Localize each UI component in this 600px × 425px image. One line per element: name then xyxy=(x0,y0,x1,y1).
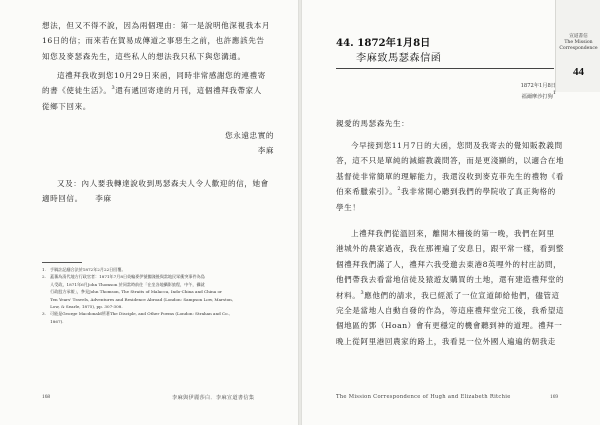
text-segment: 的書《使徒生活》。 xyxy=(42,86,112,96)
text-line: 基督徒非常簡單的理解能力，我還沒收到麥克菲先生的禮物《看 xyxy=(336,171,565,181)
page-number: 168 xyxy=(42,394,51,400)
text-segment: 還有遞回寄達的月刊，這個禮拜我帶家人 xyxy=(115,86,262,96)
footnote-line: Low, & Searle, 1875), pp. 307-308. xyxy=(42,303,123,309)
footnote-marker: 1 xyxy=(552,89,556,96)
chapter-tab xyxy=(555,0,600,92)
text-line: 學生！ xyxy=(336,202,361,212)
footnote-line: 行政股方承報」，參見John Thomson, The Straits of Malacca, Indo-China and China or xyxy=(42,289,222,295)
place-text: 福爾摩沙打狗 xyxy=(521,93,553,100)
text-line xyxy=(336,184,564,199)
text-segment: 我非常開心聽到我們的學院收了真正夠格的 xyxy=(401,187,556,197)
left-page xyxy=(0,0,298,425)
text-line: 今早接到您11月7日的大函，您問及我寄去的覺知販教義問 xyxy=(351,141,563,150)
footnote-marker: 3 xyxy=(111,85,116,92)
text-line: 晚上從阿里港回農家的路上，我看見一位外國人遍遍的朝我走 xyxy=(336,336,556,346)
footnote-line: Ten Years' Travels, Adventures and Residence Abroad (London: Sampson Low, Marston, xyxy=(42,296,234,302)
paragraph-catechism xyxy=(336,138,564,215)
footnotes xyxy=(42,266,274,325)
footnote-line: 3. 可能是George Macdonald所著The Disciple, and Other Poems (London: Strahan and Co., xyxy=(42,311,231,317)
letter-place xyxy=(521,89,556,103)
chapter-tab-title: 宣道書信 The Mission Correspondence xyxy=(559,34,598,51)
footnote-line: 人受政，1871年6月John Thomson 於同當時前往「在坐各地攝影旅程，中午，攝就 xyxy=(42,281,205,287)
letter-date: 1872年1月8日 xyxy=(520,83,556,89)
text-line: 想法，但又不得不說，因為兩個理由：第一是說明他深視我本月 xyxy=(42,21,271,30)
postscript-signature: 李麻 xyxy=(95,194,112,204)
dateline xyxy=(521,81,556,102)
letter-title: 李麻致馬瑟森信函 xyxy=(356,53,442,64)
text-line: 港城外的農家過夜，我在那裡遍了安息日，跟平常一樣，看到整 xyxy=(336,244,565,254)
chapter-tab-number: 44 xyxy=(573,66,584,78)
text-line: 知您及麥瑟森先生，這些私人的想法我只私下與您溝通。 xyxy=(42,51,246,61)
footnote-rule xyxy=(42,262,82,263)
text-line: 從鄉下回來。 xyxy=(42,101,91,111)
text-line: 答，這不只是單純的減縮教義問答，而是更淺顯的，以適合在地 xyxy=(336,156,565,166)
text-line xyxy=(336,288,564,303)
postscript xyxy=(42,176,274,207)
letter-number: 44. 1872年1月8日 xyxy=(336,37,431,49)
closing xyxy=(225,128,274,159)
paragraph-books xyxy=(42,68,274,114)
text-line: 個禮拜我們滿了人，禮拜六我受邀去東港8英哩外的村庄訪問， xyxy=(336,259,562,269)
footnote-marker: 3 xyxy=(360,289,365,296)
heading-rule xyxy=(336,68,554,69)
footnote-line: 2. 蓋蕃為清代地方行政官者：1871年7月8日英輪麥伊號擱淺後與當地民眾衝突事件為島 xyxy=(42,274,205,280)
footnote-line: 1867). xyxy=(42,318,64,324)
footnote-marker: 2 xyxy=(397,186,402,193)
text-segment: 材料。 xyxy=(336,290,361,300)
running-head: The Mission Correspondence of Hugh and Elizabeth Ritchie xyxy=(336,394,511,400)
salutation-text: 親愛的馬瑟森先生： xyxy=(336,119,410,128)
text-line: 又及：內人要我轉達說收到馬瑟森夫人令人歡迎的信，她會 xyxy=(57,179,269,188)
text-line xyxy=(42,83,274,98)
running-head: 李麻與伊麗莎白．李麻宣道書信集 xyxy=(172,395,255,401)
text-line: 上禮拜我們從溫回來，離開木柵後的第一晚，我們在阿里 xyxy=(351,229,555,238)
text-line: 這禮拜我收到您10月29日來函，同時非常感謝您的連禮寄 xyxy=(57,71,266,80)
right-page xyxy=(302,0,600,425)
text-line: 16日的信；而來若在賀易成傳道之事惡生之前，也許應該先告 xyxy=(42,36,265,46)
text-segment: 適時回信。 xyxy=(42,194,79,204)
text-segment: 應他們的請求，我已經派了一位宣道師給他們，儘管這 xyxy=(364,290,560,300)
text-line: 他們帶我去看當地信徒及猿遊友購買的土地，還有建造禮拜堂的 xyxy=(336,275,565,285)
text-line: 完全是當地人自動自發的作為，等這座禮拜堂完工後，我希望這 xyxy=(336,305,565,315)
closing-phrase: 您永遠忠實的 xyxy=(225,131,274,140)
page-number: 169 xyxy=(550,394,559,400)
signature: 李麻 xyxy=(257,146,274,156)
text-line: 個地區的鄧（Hoan）會有更穩定的機會聽到神的道理。禮拜一 xyxy=(336,321,563,331)
continued-paragraph xyxy=(42,18,274,64)
text-line xyxy=(42,191,274,206)
paragraph-journey xyxy=(336,226,564,349)
footnote-line: 1. 手稿註記翻合法於1872年2月22日回覆。 xyxy=(42,267,126,272)
salutation xyxy=(336,116,564,131)
text-segment: 伯來希臘索引》。 xyxy=(336,187,398,197)
